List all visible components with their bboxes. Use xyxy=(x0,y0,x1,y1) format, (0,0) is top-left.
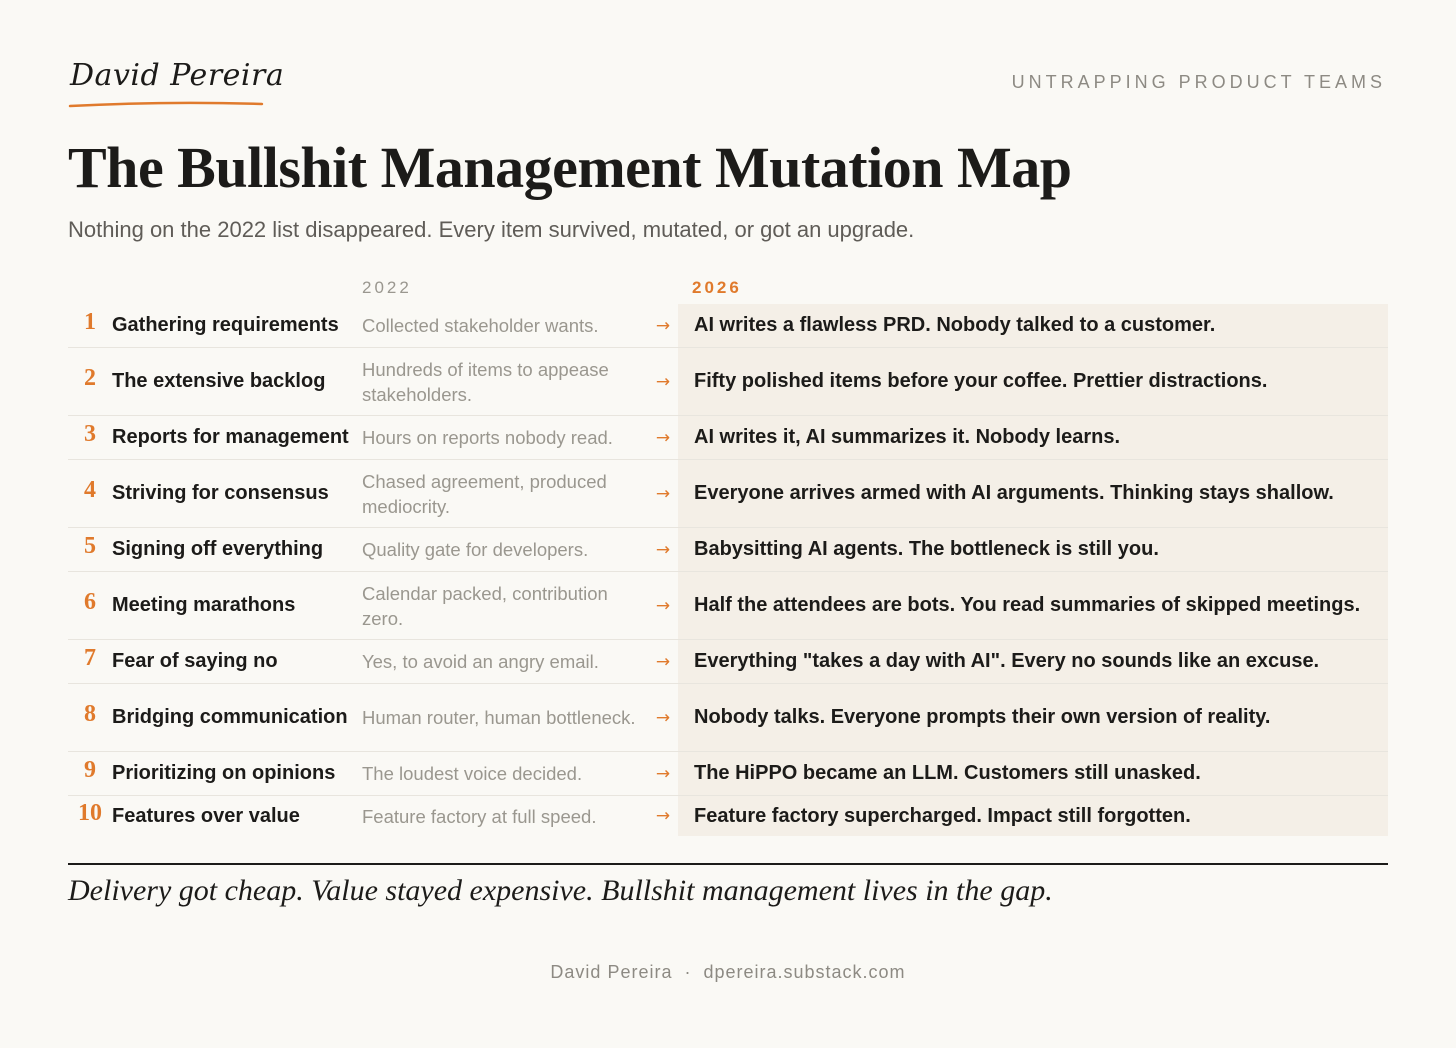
row-2026-text: Feature factory supercharged. Impact still forgotten. xyxy=(678,796,1388,836)
row-number: 4 xyxy=(84,477,96,503)
row-number: 3 xyxy=(84,421,96,447)
row-2022-text: Yes, to avoid an angry email. xyxy=(362,651,599,672)
row-number: 5 xyxy=(84,533,96,559)
row-item-name: Striving for consensus xyxy=(112,482,329,504)
row-item-name: Reports for management xyxy=(112,426,349,448)
row-number: 7 xyxy=(84,645,96,671)
row-item-name: The extensive backlog xyxy=(112,370,326,392)
page-subtitle: Nothing on the 2022 list disappeared. Every item survived, mutated, or got an upgrade. xyxy=(68,217,915,242)
row-2022-text: Human router, human bottleneck. xyxy=(362,707,636,728)
row-2026-text: AI writes a flawless PRD. Nobody talked to a customer. xyxy=(678,304,1388,347)
footer-site-link[interactable]: dpereira.substack.com xyxy=(703,962,906,982)
row-number: 9 xyxy=(84,757,96,783)
arrow-right-icon: → xyxy=(655,707,671,728)
arrow-right-icon: → xyxy=(655,595,671,616)
row-item-name: Bridging communication xyxy=(112,706,348,728)
arrow-right-icon: → xyxy=(655,315,671,336)
column-header-2022: 2022 xyxy=(362,278,412,297)
table-row xyxy=(68,528,1388,572)
row-2026-text: Fifty polished items before your coffee. Prettier distractions. xyxy=(678,348,1388,415)
row-2022-text: Hundreds of items to appease stakeholders. xyxy=(362,358,609,405)
row-number: 10 xyxy=(78,799,102,826)
footer xyxy=(0,962,1456,983)
closing-statement: Delivery got cheap. Value stayed expensive. Bullshit management lives in the gap. xyxy=(68,874,1053,907)
arrow-right-icon: → xyxy=(655,427,671,448)
row-2026-text: Babysitting AI agents. The bottleneck is still you. xyxy=(678,528,1388,571)
publication-kicker: UNTRAPPING PRODUCT TEAMS xyxy=(1011,72,1386,92)
row-2022-text: Feature factory at full speed. xyxy=(362,805,597,827)
table-row xyxy=(68,572,1388,640)
table-row xyxy=(68,752,1388,796)
row-2022-text: Chased agreement, produced mediocrity. xyxy=(362,470,607,517)
row-2022-text: Quality gate for developers. xyxy=(362,539,589,560)
row-2022-text: Calendar packed, contribution zero. xyxy=(362,582,608,629)
table-row xyxy=(68,304,1388,348)
table-row xyxy=(68,348,1388,416)
row-2022-text: Hours on reports nobody read. xyxy=(362,427,613,448)
footer-separator: · xyxy=(684,962,692,982)
row-item-name: Prioritizing on opinions xyxy=(112,762,336,784)
table-row xyxy=(68,640,1388,684)
row-number: 8 xyxy=(84,701,96,727)
row-item-name: Meeting marathons xyxy=(112,594,296,616)
row-number: 2 xyxy=(84,365,96,391)
row-2026-text: Nobody talks. Everyone prompts their own version of reality. xyxy=(678,684,1388,751)
column-header-2026: 2026 xyxy=(692,278,742,297)
arrow-right-icon: → xyxy=(655,763,671,784)
row-2026-text: Half the attendees are bots. You read summaries of skipped meetings. xyxy=(678,572,1388,639)
row-2026-text: The HiPPO became an LLM. Customers still unasked. xyxy=(678,752,1388,795)
author-signature: David Pereira xyxy=(70,58,285,93)
row-item-name: Gathering requirements xyxy=(112,314,339,336)
row-number: 6 xyxy=(84,589,96,615)
arrow-right-icon: → xyxy=(655,483,671,504)
table-row xyxy=(68,796,1388,836)
page-title: The Bullshit Management Mutation Map xyxy=(68,135,1072,200)
row-2022-text: The loudest voice decided. xyxy=(362,763,583,784)
row-2026-text: Everything "takes a day with AI". Every no sounds like an excuse. xyxy=(678,640,1388,683)
arrow-right-icon: → xyxy=(655,806,671,826)
row-item-name: Fear of saying no xyxy=(112,650,278,672)
footer-author: David Pereira xyxy=(550,962,673,982)
signature-underline xyxy=(68,97,268,111)
row-2022-text: Collected stakeholder wants. xyxy=(362,315,599,336)
table-row xyxy=(68,416,1388,460)
row-2026-text: Everyone arrives armed with AI arguments. Thinking stays shallow. xyxy=(678,460,1388,527)
divider-rule xyxy=(68,863,1388,865)
arrow-right-icon: → xyxy=(655,651,671,672)
row-2026-text: AI writes it, AI summarizes it. Nobody learns. xyxy=(678,416,1388,459)
table-row xyxy=(68,460,1388,528)
arrow-right-icon: → xyxy=(655,371,671,392)
table-row xyxy=(68,684,1388,752)
arrow-right-icon: → xyxy=(655,539,671,560)
row-number: 1 xyxy=(84,309,96,335)
row-item-name: Signing off everything xyxy=(112,538,324,560)
row-item-name: Features over value xyxy=(112,804,300,827)
mutation-table xyxy=(68,304,1388,836)
